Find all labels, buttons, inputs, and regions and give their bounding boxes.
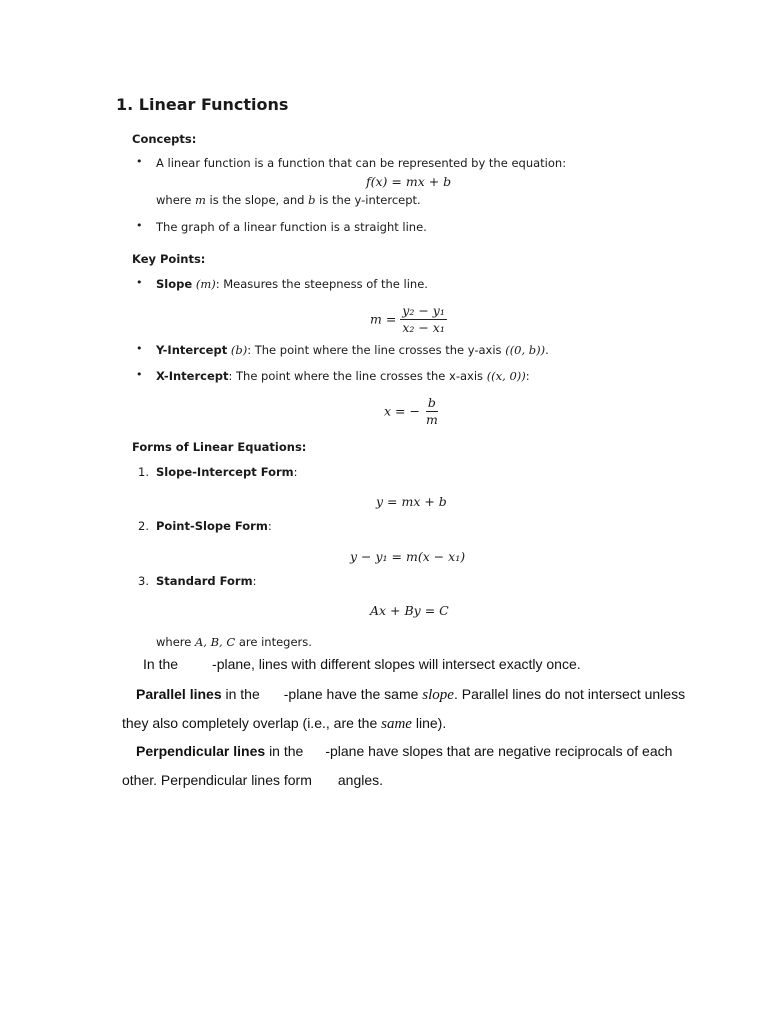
bullet-icon: • [136, 342, 143, 355]
concept-1-where: where m is the slope, and b is the y-intercept. [156, 193, 421, 207]
standard-form-note: where A, B, C are integers. [156, 635, 312, 649]
concept-2-text: The graph of a linear function is a straight line. [156, 220, 427, 234]
paragraph-parallel-line-1: Parallel lines in the -plane have the same slope. Parallel lines do not intersect unless [136, 686, 686, 703]
equation-slope: m = $\frac{\text{y₂ − y₁}}{\text{x₂ − x₁}}$ [370, 303, 445, 336]
bullet-icon: • [136, 276, 143, 289]
form-2-label: Point-Slope Form: [156, 519, 272, 533]
equation-standard-form: Ax + By = C [370, 603, 449, 618]
paragraph-perpendicular-line-2: other. Perpendicular lines form angles. [122, 772, 384, 788]
equation-x-intercept: x = − $\frac{b}{m}$ [384, 395, 438, 428]
form-1-label: Slope-Intercept Form: [156, 465, 298, 479]
y-intercept-item: Y-Intercept (b): The point where the line crosses the y-axis ((0, b)). [156, 343, 549, 357]
bullet-icon: • [136, 155, 143, 168]
key-points-heading: Key Points: [132, 252, 206, 266]
form-1-number: 1. [138, 465, 149, 479]
bullet-icon: • [136, 219, 143, 232]
page-title: 1. Linear Functions [116, 95, 289, 114]
concept-1-text: A linear function is a function that can be represented by the equation: [156, 156, 567, 170]
bullet-icon: • [136, 368, 143, 381]
equation-linear-function: f(x) = mx + b [366, 174, 452, 189]
x-intercept-item: X-Intercept: The point where the line crosses the x-axis ((x, 0)): [156, 369, 530, 383]
form-2-number: 2. [138, 519, 149, 533]
paragraph-parallel-line-2: they also completely overlap (i.e., are the same line). [122, 715, 447, 732]
equation-slope-intercept: y = mx + b [376, 494, 447, 509]
concepts-heading: Concepts: [132, 132, 197, 146]
slope-item: Slope (m): Measures the steepness of the line. [156, 277, 428, 291]
forms-heading: Forms of Linear Equations: [132, 440, 307, 454]
form-3-label: Standard Form: [156, 574, 257, 588]
equation-point-slope: y − y₁ = m(x − x₁) [350, 549, 466, 564]
paragraph-intersect: In the -plane, lines with different slopes will intersect exactly once. [143, 656, 581, 672]
form-3-number: 3. [138, 574, 149, 588]
paragraph-perpendicular-line-1: Perpendicular lines in the -plane have slopes that are negative reciprocals of each [136, 743, 673, 759]
